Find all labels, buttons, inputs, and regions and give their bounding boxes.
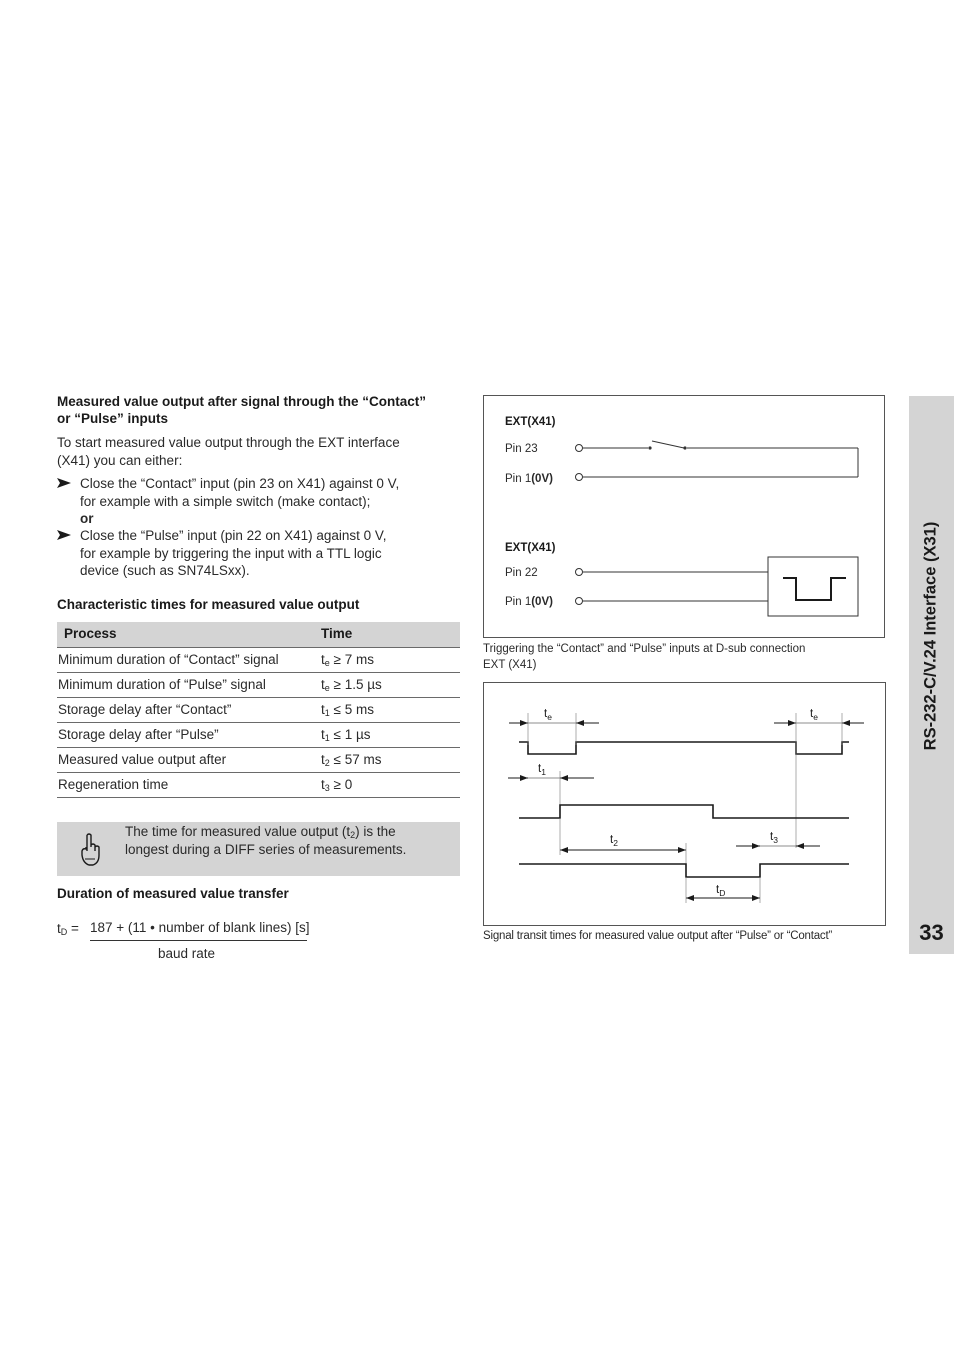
row-process: Storage delay after “Pulse” [58,727,219,742]
or-label: or [80,511,94,526]
terminal-pin22 [576,569,583,576]
page-number: 33 [919,920,944,945]
row-time: $t_1 \le 5$ ms [321,702,374,718]
storage-signal-trace [519,805,849,818]
output-signal-trace [519,864,849,877]
fraction-line [90,940,307,941]
switch-blade [652,441,684,448]
block1-pin-a: Pin 23 [505,443,538,455]
note-text [125,823,455,858]
block2-title: EXT(X41) [505,542,556,554]
row-time: $t_e \ge 7$ ms [321,652,374,668]
block1-pin-b: Pin 1(0V) [505,473,553,485]
block2-pin-a: Pin 22 [505,567,538,579]
bullet2-line2: for example by triggering the input with a TTL logic [80,545,382,561]
bullet1-line1: Close the “Contact” input (pin 23 on X41) against 0 V, [80,476,400,491]
row-process: Storage delay after “Contact” [58,702,232,717]
intro-line1: To start measured value output through the EXT interface [57,435,400,450]
input-connection-svg [484,396,884,637]
arrow-bullet-icon [57,478,71,488]
table-header [57,622,460,648]
table-row [57,748,460,773]
times-table [57,622,460,798]
intro-paragraph [57,434,467,469]
t2-label: $t_2$ [610,834,618,848]
arrow-bullet-icon [57,530,71,540]
row-time: $t_3 \ge 0$ [321,777,353,793]
terminal-pin1b [576,598,583,605]
intro-line2: (X41) you can either: [57,452,183,468]
col-time-header: Time [321,626,353,641]
formula-lhs: $t_D$ = [57,921,79,937]
t1-label: $t_1$ [538,763,546,777]
table-row [57,673,460,698]
note-line1: The time for measured value output $(t_2)$ is the [125,824,396,840]
signal-timing-diagram [483,682,886,926]
row-process: Minimum duration of “Pulse” signal [58,677,266,692]
note-box [57,822,460,876]
diagram1-caption-line1: Triggering the “Contact” and “Pulse” inputs at D-sub connection [483,643,806,655]
formula-denominator: baud rate [158,946,216,961]
ttl-pulse-box [768,557,858,616]
diagram1-caption [483,641,883,673]
input-connection-diagram [483,395,885,638]
col-process-header: Process [64,626,117,641]
row-time: $t_1 \le 1$ µs [321,727,371,743]
row-time: $t_e \ge 1.5$ µs [321,677,382,693]
te-left-label: $t_e$ [544,708,552,722]
te-right-label: $t_e$ [810,708,818,722]
table-row [57,698,460,723]
block1-title: EXT(X41) [505,416,556,428]
row-process: Measured value output after [58,752,227,767]
side-title [909,396,954,876]
signal-timing-svg [484,683,885,925]
row-process: Minimum duration of “Contact” signal [58,652,279,667]
switch-contact-right [683,446,686,449]
block2-pin-b: Pin 1(0V) [505,596,553,608]
pointing-hand-icon [80,833,102,867]
formula-numerator: 187 + (11 • number of blank lines) [s] [90,920,310,935]
section-heading-line2: or “Pulse” inputs [57,411,169,426]
terminal-pin1a [576,474,583,481]
table-row [57,773,460,798]
note-line2: longest during a DIFF series of measurements. [125,841,407,857]
diagram1-caption-line2: EXT (X41) [483,659,537,671]
section-heading-line1: Measured value output after signal through the “Contact” [57,394,427,409]
input-signal-trace [519,742,849,754]
row-process: Regeneration time [58,777,169,792]
diagram2-caption: Signal transit times for measured value output after “Pulse” or “Contact” [483,930,833,942]
terminal-pin23 [576,445,583,452]
chapter-title: RS-232-C/V.24 Interface (X31) [921,521,940,751]
bullet1-line2: for example with a simple switch (make contact); [80,493,371,509]
bullet2-line1: Close the “Pulse” input (pin 22 on X41) against 0 V, [80,528,387,543]
section-heading [57,393,467,427]
table-row [57,648,460,673]
row-time: $t_2 \le 57$ ms [321,752,382,768]
switch-contact-left [648,446,651,449]
table-row [57,723,460,748]
duration-heading: Duration of measured value transfer [57,886,289,901]
times-heading: Characteristic times for measured value output [57,597,360,612]
t3-label: $t_3$ [770,831,778,845]
td-label: $t_D$ [716,884,726,898]
bullet2-line3: device (such as SN74LSxx). [80,563,250,578]
